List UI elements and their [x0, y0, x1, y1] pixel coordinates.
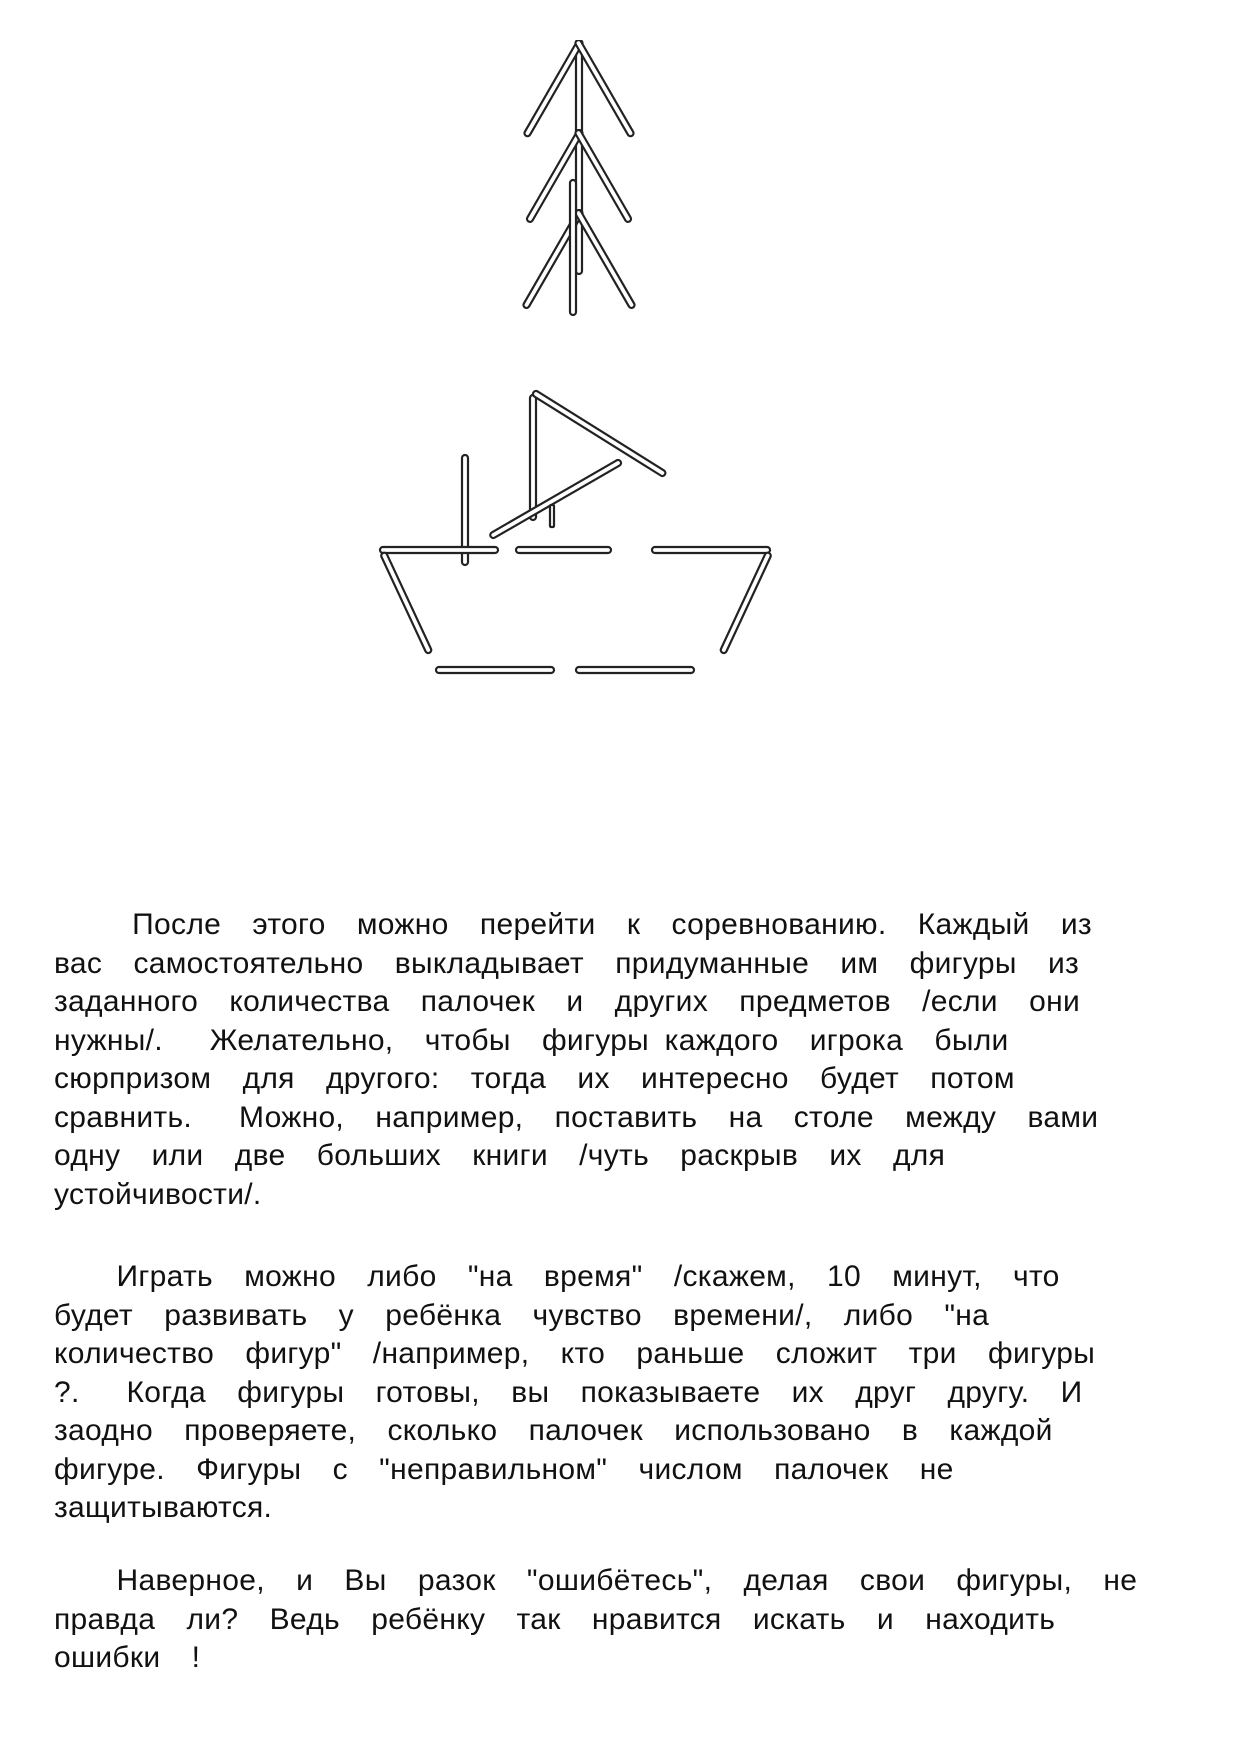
- text-line: заодно проверяете, сколько палочек использовано в каждой: [54, 1414, 1053, 1447]
- text-line: Играть можно либо "на время" /скажем, 10 минут, что: [54, 1260, 1060, 1293]
- text-line: устойчивости/.: [54, 1177, 262, 1211]
- text-line: заданного количества палочек и других предметов /если они: [54, 985, 1081, 1018]
- text-line: сюрпризом для другого: тогда их интересно будет потом: [54, 1062, 1015, 1095]
- stick-boat-figure: [370, 385, 810, 685]
- paragraph-play-rules: [54, 1258, 1114, 1528]
- text-line: защитываются.: [54, 1491, 273, 1524]
- text-line: После этого можно перейти к соревнованию. Каждый из: [54, 908, 1092, 941]
- boat-deck-sticks: [380, 547, 770, 553]
- boat-mast-sticks: [462, 395, 536, 565]
- text-line: количество фигур" /например, кто раньше сложит три фигуры: [54, 1337, 1096, 1370]
- paragraph-mistakes: [54, 1562, 1138, 1678]
- boat-hull-sticks: [380, 552, 771, 673]
- text-line: будет развивать у ребёнка чувство времени/, либо "на: [54, 1298, 990, 1332]
- boat-sail-sticks: [489, 390, 666, 539]
- text-line: фигуре. Фигуры с "неправильном" числом палочек не: [54, 1452, 954, 1486]
- text-line: Наверное, и Вы разок "ошибётесь", делая свои фигуры, не: [54, 1564, 1138, 1597]
- paragraph-competition: [54, 906, 1114, 1214]
- text-line: вас самостоятельно выкладывает придуманные им фигуры из: [54, 946, 1080, 980]
- text-line: нужны/. Желательно, чтобы фигуры каждого игрока были: [54, 1023, 1009, 1057]
- stick-tree-figure: [490, 40, 670, 320]
- text-line: правда ли? Ведь ребёнку так нравится искать и находить: [54, 1602, 1056, 1636]
- text-line: сравнить. Можно, например, поставить на столе между вами: [54, 1100, 1099, 1134]
- text-line: ошибки !: [54, 1641, 201, 1674]
- text-line: ?. Когда фигуры готовы, вы показываете их друг другу. И: [54, 1375, 1083, 1409]
- text-line: одну или две больших книги /чуть раскрыв их для: [54, 1139, 946, 1172]
